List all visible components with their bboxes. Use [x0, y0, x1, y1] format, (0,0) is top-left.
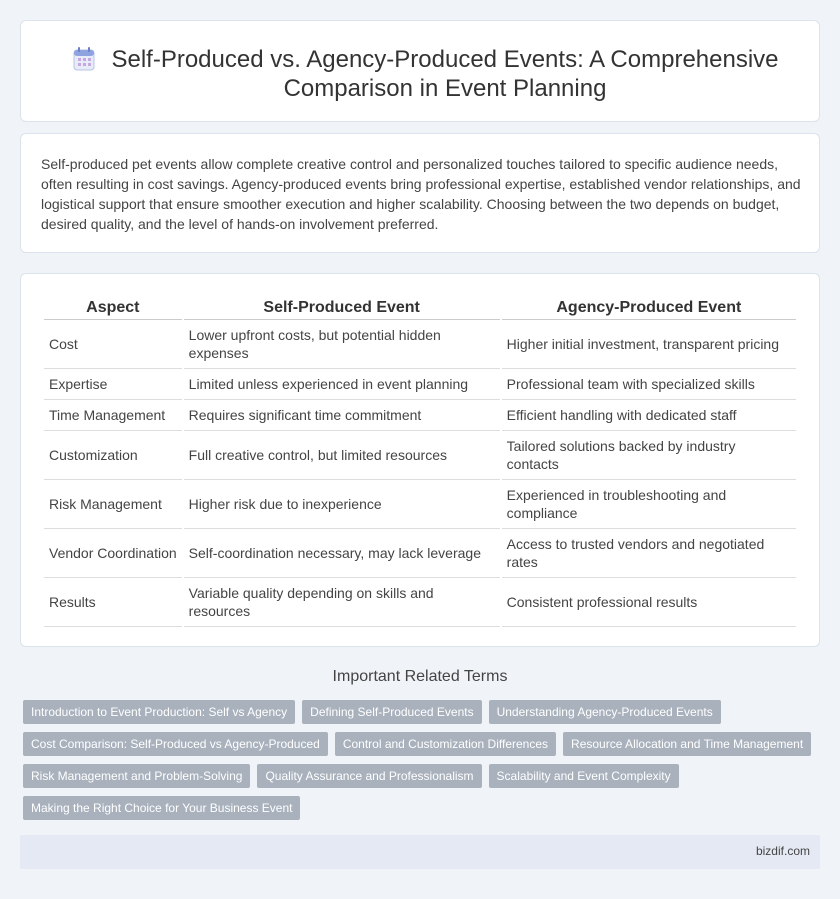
- table-cell: Professional team with specialized skills: [502, 369, 796, 400]
- related-term-tag[interactable]: Control and Customization Differences: [335, 732, 556, 756]
- table-cell: Cost: [44, 320, 182, 369]
- comparison-table: [42, 296, 798, 627]
- table-cell: Experienced in troubleshooting and compliance: [502, 480, 796, 529]
- footer: [20, 835, 820, 869]
- related-term-tag[interactable]: Understanding Agency-Produced Events: [489, 700, 721, 724]
- table-cell: Consistent professional results: [502, 578, 796, 627]
- column-header: Aspect: [44, 296, 182, 320]
- table-cell: Full creative control, but limited resources: [184, 431, 500, 480]
- table-cell: Lower upfront costs, but potential hidden expenses: [184, 320, 500, 369]
- intro-text: Self-produced pet events allow complete creative control and personalized touches tailored to specific audience needs, often resulting in cost savings. Agency-produced events bring professional expertise, established vendor relationships, and logistical support that ensure smoother execution and higher scalability. Choosing between the two depends on budget, desired quality, and the level of hands-on involvement preferred.: [41, 156, 801, 232]
- related-term-tag[interactable]: Cost Comparison: Self-Produced vs Agency-Produced: [23, 732, 328, 756]
- table-cell: Expertise: [44, 369, 182, 400]
- table-cell: Tailored solutions backed by industry contacts: [502, 431, 796, 480]
- related-term-tag[interactable]: Risk Management and Problem-Solving: [23, 764, 250, 788]
- footer-site-link[interactable]: bizdif.com: [755, 844, 810, 858]
- table-row: [44, 431, 796, 480]
- intro-card: [20, 133, 820, 253]
- table-cell: Requires significant time commitment: [184, 400, 500, 431]
- table-row: [44, 480, 796, 529]
- table-cell: Access to trusted vendors and negotiated rates: [502, 529, 796, 578]
- related-term-tag[interactable]: Introduction to Event Production: Self vs Agency: [23, 700, 295, 724]
- table-row: [44, 369, 796, 400]
- related-term-tag[interactable]: Resource Allocation and Time Management: [563, 732, 811, 756]
- table-row: [44, 400, 796, 431]
- table-cell: Self-coordination necessary, may lack leverage: [184, 529, 500, 578]
- table-cell: Higher risk due to inexperience: [184, 480, 500, 529]
- table-cell: Limited unless experienced in event planning: [184, 369, 500, 400]
- page-title: Self-Produced vs. Agency-Produced Events: A Comprehensive Comparison in Event Planning: [111, 46, 779, 102]
- table-cell: Vendor Coordination: [44, 529, 182, 578]
- table-row: [44, 578, 796, 627]
- table-row: [44, 529, 796, 578]
- column-header: Agency-Produced Event: [502, 296, 796, 320]
- table-cell: Results: [44, 578, 182, 627]
- table-cell: Time Management: [44, 400, 182, 431]
- table-cell: Variable quality depending on skills and resources: [184, 578, 500, 627]
- related-term-tag[interactable]: Scalability and Event Complexity: [489, 764, 679, 788]
- column-header: Self-Produced Event: [184, 296, 500, 320]
- table-row: [44, 320, 796, 369]
- related-term-tag[interactable]: Making the Right Choice for Your Business Event: [23, 796, 300, 820]
- table-header-row: [44, 296, 796, 320]
- table-cell: Risk Management: [44, 480, 182, 529]
- related-term-tag[interactable]: Quality Assurance and Professionalism: [257, 764, 481, 788]
- table-cell: Higher initial investment, transparent pricing: [502, 320, 796, 369]
- related-term-tag[interactable]: Defining Self-Produced Events: [302, 700, 481, 724]
- comparison-table-card: [20, 273, 820, 647]
- table-cell: Customization: [44, 431, 182, 480]
- related-terms-list: [23, 700, 823, 828]
- calendar-icon: [73, 47, 95, 71]
- title-card: [20, 20, 820, 122]
- related-terms-title: Important Related Terms: [332, 668, 508, 685]
- table-cell: Efficient handling with dedicated staff: [502, 400, 796, 431]
